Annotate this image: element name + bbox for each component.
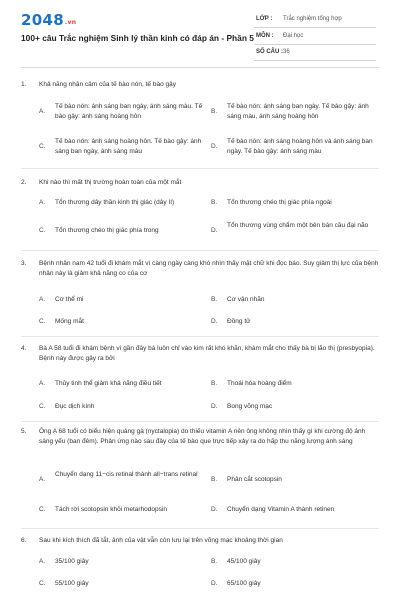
option-letter: B. — [211, 296, 218, 303]
question-body: Ông A 68 tuổi có biểu hiện quáng gà (nyctalopia) do thiếu vitamin A nên ông không nhìn thấy gì khi cường độ ánh sáng yếu (ban đêm). Phản ứng nào sau đây của tế bào que trực tiếp xảy ra do hấp thu năng lượng ánh sáng — [39, 428, 366, 445]
option-text: Cơ thể mi — [55, 296, 84, 303]
option-letter: C. — [39, 318, 46, 325]
option-letter: D. — [211, 227, 218, 234]
option-letter: C. — [39, 143, 46, 150]
option-letter: D. — [211, 318, 218, 325]
option-c[interactable] — [39, 317, 207, 327]
site-logo[interactable] — [21, 11, 76, 29]
option-text: Tách rời scotopsin khỏi metarhodopsin — [55, 506, 167, 513]
meta-key: LỚP : — [256, 16, 273, 22]
option-c[interactable] — [39, 402, 207, 412]
question-divider — [21, 336, 379, 337]
option-letter: D. — [211, 506, 218, 513]
option-text: 65/100 giây — [227, 580, 261, 587]
header — [0, 0, 400, 66]
option-letter: B. — [211, 476, 218, 483]
question-body: Khi nào thì mất thị trường hoàn toàn của một mắt — [39, 179, 182, 186]
question-body: Khả năng nhận cảm của tế bào nón, tế bào gậy — [39, 81, 176, 88]
question-number: 2. — [21, 179, 27, 186]
question-text — [21, 427, 381, 447]
option-c[interactable] — [39, 505, 207, 515]
option-letter: C. — [39, 403, 46, 410]
option-text: Bong võng mạc — [227, 403, 273, 410]
question-text — [21, 259, 381, 279]
meta-key: MÔN : — [256, 33, 274, 39]
question-divider — [21, 528, 379, 529]
option-letter: A. — [39, 296, 46, 303]
option-letter: C. — [39, 506, 46, 513]
meta-subject — [254, 30, 376, 45]
option-text: Tổn thương vùng chẩm một bên bán cầu đại não — [227, 222, 369, 229]
option-letter: D. — [211, 403, 218, 410]
meta-question-count — [254, 46, 376, 61]
option-b[interactable] — [211, 557, 379, 567]
option-text: Chuyển dạng 11−cis retinal thành all−trans retinal — [55, 471, 198, 478]
option-c[interactable] — [39, 226, 207, 236]
option-letter: B. — [211, 108, 218, 115]
option-d[interactable] — [211, 221, 379, 234]
option-letter: A. — [39, 380, 46, 387]
question-number: 6. — [21, 537, 27, 544]
option-a[interactable] — [39, 379, 207, 389]
option-text: Thủy tinh thể giảm khả năng điều tiết — [55, 380, 162, 387]
option-b[interactable] — [211, 102, 379, 121]
option-text: 35/100 giây — [55, 558, 89, 565]
question-number: 5. — [21, 428, 27, 435]
question-number: 1. — [21, 81, 27, 88]
option-d[interactable] — [211, 579, 379, 589]
option-text: Cơ vận nhãn — [227, 296, 265, 303]
option-c[interactable] — [39, 579, 207, 589]
question-divider — [21, 250, 379, 251]
question-number: 3. — [21, 260, 27, 267]
meta-class — [254, 13, 376, 28]
logo-text: 2048 — [21, 11, 64, 29]
option-b[interactable] — [211, 475, 379, 485]
option-d[interactable] — [211, 505, 379, 515]
option-text: Tổn thương dây thần kinh thị giác (dây II) — [55, 199, 175, 206]
question-body: Bà A 58 tuổi đi khám bệnh vì gần đây bà luôn chỉ vào kim rất khó khăn, khám mắt cho thấy bà bị lão thị (presbyopia). Bệnh này được gây ra bởi — [39, 345, 375, 362]
option-letter: D. — [211, 143, 218, 150]
question-text — [21, 536, 381, 546]
option-text: Tế bào nón: ánh sáng hoàng hôn và ánh sáng ban ngày. Tế bào gậy: ánh sáng màu — [227, 138, 373, 155]
question-number: 4. — [21, 345, 27, 352]
question-divider — [21, 421, 379, 422]
option-d[interactable] — [211, 317, 379, 327]
question-divider — [21, 168, 379, 169]
option-letter: C. — [39, 227, 46, 234]
option-text: Tế bào nón: ánh sáng ban ngày. Tế bào gậy: ánh sáng màu, ánh sáng hoàng hôn — [227, 103, 369, 120]
header-divider — [21, 67, 379, 68]
meta-key: SỐ CÂU : — [256, 49, 283, 55]
option-a[interactable] — [39, 470, 207, 483]
option-a[interactable] — [39, 198, 207, 208]
option-text: 45/100 giây — [227, 558, 261, 565]
logo-suffix: .vn — [64, 19, 77, 26]
option-letter: A. — [39, 108, 46, 115]
option-letter: C. — [39, 580, 46, 587]
option-text: Đục dịch kính — [55, 403, 95, 410]
option-letter: A. — [39, 476, 46, 483]
question-text — [21, 344, 381, 364]
option-text: Chuyển dạng Vitamin A thành retinen — [227, 506, 335, 513]
option-c[interactable] — [39, 137, 207, 156]
option-letter: A. — [39, 199, 46, 206]
option-text: Phân cắt scotopsin — [227, 476, 282, 483]
option-a[interactable] — [39, 102, 207, 121]
option-text: Tổn thương chéo thị giác phía ngoài — [227, 199, 332, 206]
option-letter: B. — [211, 380, 218, 387]
document-title: 100+ câu Trắc nghiệm Sinh lý thần kinh có đáp án - Phần 5 — [21, 33, 254, 43]
option-b[interactable] — [211, 295, 379, 305]
option-text: Thoái hóa hoàng điểm — [227, 380, 292, 387]
option-a[interactable] — [39, 557, 207, 567]
option-text: Tổn thương chéo thị giác phía trong — [55, 227, 159, 234]
option-letter: B. — [211, 558, 218, 565]
question-text — [21, 80, 381, 90]
option-b[interactable] — [211, 198, 379, 208]
option-letter: A. — [39, 558, 46, 565]
option-text: Mống mắt — [55, 318, 84, 325]
meta-value: Đại học — [283, 33, 304, 39]
option-text: 55/100 giây — [55, 580, 89, 587]
option-d[interactable] — [211, 402, 379, 412]
meta-value: Trắc nghiệm tổng hợp — [283, 16, 342, 22]
option-letter: D. — [211, 580, 218, 587]
option-d[interactable] — [211, 137, 379, 156]
option-text: Tế bào nón: ánh sáng hoàng hôn. Tế bào gậy: ánh sáng ban ngày, ánh sáng màu — [55, 138, 202, 155]
meta-value: 36 — [283, 49, 290, 55]
question-text — [21, 178, 381, 188]
question-body: Bệnh nhân nam 42 tuổi đi khám mắt vì càng ngày càng khó nhìn thấy mặt chữ khi đọc báo. Suy giảm thị lực của bệnh nhân này là giảm khả năng co của cơ — [39, 260, 379, 277]
option-text: Đồng tử — [227, 318, 251, 325]
question-body: Sau khi kích thích đã tắt, ảnh của vật vẫn còn lưu lại trên võng mạc khoảng thời gian — [39, 537, 283, 544]
option-letter: B. — [211, 199, 218, 206]
option-a[interactable] — [39, 295, 207, 305]
option-text: Tế bào nón: ánh sáng ban ngày, ánh sáng màu. Tế bào gậy: ánh sáng hoàng hôn — [55, 103, 203, 120]
option-b[interactable] — [211, 379, 379, 389]
